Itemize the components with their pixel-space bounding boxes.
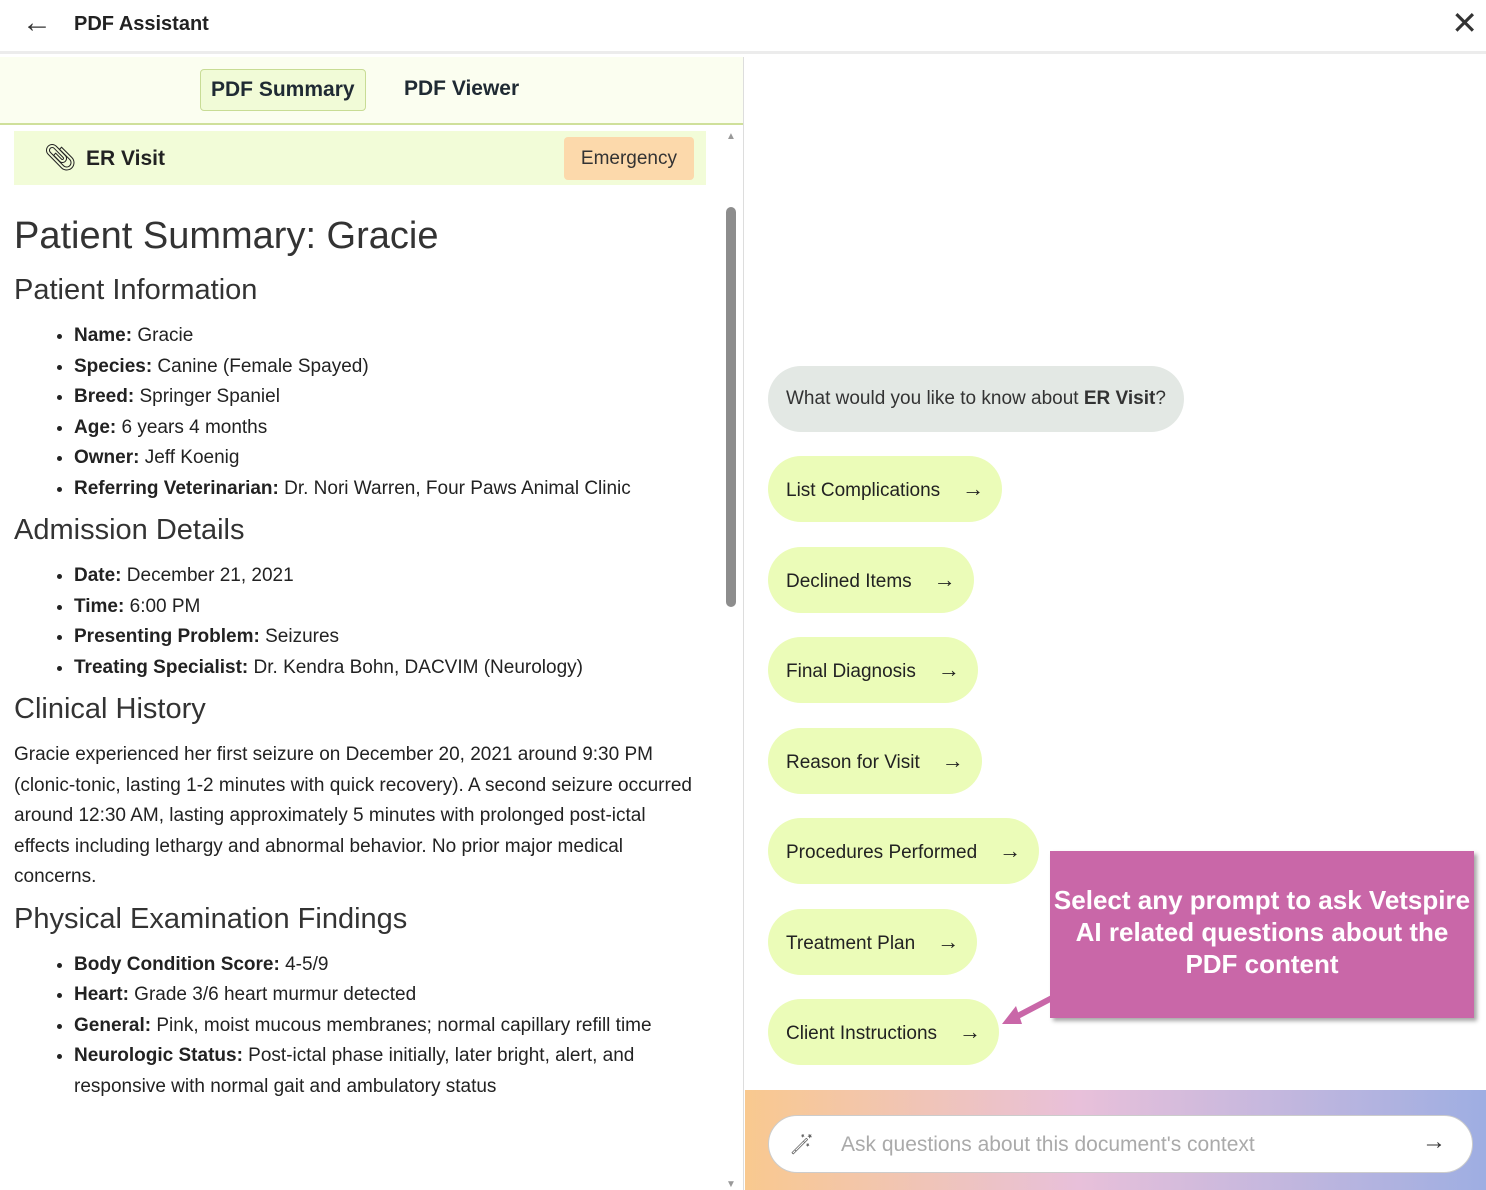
item-label: Time: [74,595,125,617]
item-label: Owner: [74,447,140,468]
section-paragraph: Gracie experienced her first seizure on December 20, 2021 around 9:30 PM (clonic-tonic, lasting 1-2 minutes with quick recovery). A second seizure occurred around 12:30 AM, lasting approximately 5 minutes with prolonged post-ictal effects including lethargy and abnormal behavior. No prior major medical concerns. [14,744,692,887]
section-heading: Clinical History [14,693,206,725]
arrow-right-icon: → [937,657,960,682]
section-list [74,321,706,504]
item-label: Age: [74,416,117,438]
item-label: Referring Veterinarian: [74,477,279,499]
scroll-up-icon[interactable]: ▲ [726,131,736,142]
section-heading: Admission Details [14,514,245,546]
scrollbar-thumb[interactable] [726,207,736,607]
item-value: Post-ictal phase initially, later bright, alert, and responsive with normal gait and ambulatory status [74,1045,635,1097]
summary-title: Patient Summary: Gracie [14,215,439,257]
prompt-chip[interactable] [768,999,999,1065]
arrow-right-icon: → [933,566,956,592]
item-value: 4-5/9 [279,953,329,975]
assistant-question [768,366,1184,432]
item-label: Heart: [74,984,129,1005]
document-name: ER Visit [86,147,165,170]
item-label: Presenting Problem: [74,626,260,647]
item-value: Grade 3/6 heart murmur detected [128,984,417,1005]
prompt-chip[interactable] [768,456,1002,522]
summary-content [0,215,720,1102]
arrow-right-icon: → [937,928,960,954]
summary-panel [0,57,744,1190]
item-value: Dr. Nori Warren, Four Paws Animal Clinic [278,477,631,499]
document-header [14,131,706,185]
list-item [74,321,706,352]
prompt-chip[interactable] [768,818,1039,884]
scroll-down-icon[interactable]: ▼ [726,1179,736,1190]
scrollbar[interactable] [724,129,740,1190]
item-label: General: [74,1014,152,1036]
question-doc-name: ER Visit [1083,388,1156,409]
item-value: Gracie [132,325,194,346]
item-value: Seizures [259,626,340,647]
prompt-chip[interactable] [768,637,978,703]
item-value: 6 years 4 months [116,416,268,438]
prompt-label: List Complications [786,480,941,501]
chat-panel [745,57,1486,1190]
arrow-right-icon: → [941,747,964,773]
app-title: PDF Assistant [74,13,209,35]
category-badge: Emergency [564,137,694,180]
prompt-label: Procedures Performed [786,842,978,863]
item-label: Name: [74,325,133,346]
close-icon[interactable]: ✕ [1451,5,1478,41]
prompt-label: Declined Items [786,570,912,592]
item-label: Body Condition Score: [74,953,280,975]
list-item [74,1011,706,1042]
tab-bar [0,57,743,125]
prompt-label: Final Diagnosis [786,661,916,682]
section-heading: Physical Examination Findings [14,902,408,935]
list-item [74,561,706,592]
prompt-chip[interactable] [768,728,982,794]
arrow-right-icon: → [999,838,1022,863]
tab-pdf-summary[interactable]: PDF Summary [200,69,366,111]
list-item [74,382,706,413]
arrow-right-icon: → [959,1019,982,1044]
item-value: Canine (Female Spayed) [152,355,369,377]
list-item [74,622,706,653]
item-value: Springer Spaniel [134,386,280,407]
prompt-label: Reason for Visit [786,751,920,773]
list-item [74,980,706,1011]
item-label: Breed: [74,386,135,407]
list-item [74,950,706,981]
item-label: Neurologic Status: [74,1045,243,1066]
annotation-callout: Select any prompt to ask Vetspire AI related questions about the PDF content [1050,851,1474,1018]
prompt-chip[interactable] [768,547,974,613]
prompt-label: Client Instructions [786,1023,938,1044]
list-item [74,1041,706,1102]
item-value: Pink, moist mucous membranes; normal capillary refill time [151,1014,652,1036]
list-item [74,653,706,684]
question-suffix: ? [1155,388,1166,409]
list-item [74,592,706,623]
item-label: Species: [74,355,153,377]
list-item [74,474,706,505]
paperclip-icon: 📎︎ [44,142,78,172]
section-heading: Patient Information [14,274,258,306]
top-bar [0,0,1486,54]
list-item [74,352,706,383]
item-label: Treating Specialist: [74,656,249,678]
item-value: Dr. Kendra Bohn, DACVIM (Neurology) [248,656,583,678]
item-value: December 21, 2021 [121,565,294,586]
chat-input[interactable] [841,1126,1401,1164]
item-value: 6:00 PM [124,595,201,617]
magic-wand-icon: 🪄︎ [789,1134,815,1156]
chat-input-box [768,1115,1473,1173]
prompt-label: Treatment Plan [786,932,916,954]
send-arrow-icon[interactable]: → [1422,1128,1446,1155]
item-label: Date: [74,565,122,586]
arrow-right-icon: → [962,476,985,501]
list-item [74,443,706,474]
prompt-chip[interactable] [768,909,977,975]
section-list [74,561,706,683]
tab-pdf-viewer[interactable]: PDF Viewer [404,77,520,100]
section-list [74,950,706,1103]
annotation-arrow-icon [1000,992,1060,1032]
question-text: What would you like to know about [786,388,1084,409]
list-item [74,413,706,444]
back-arrow-icon[interactable]: ← [22,6,52,39]
summary-scroll-area [0,127,720,1190]
chat-input-area [745,1090,1486,1190]
item-value: Jeff Koenig [139,447,240,468]
